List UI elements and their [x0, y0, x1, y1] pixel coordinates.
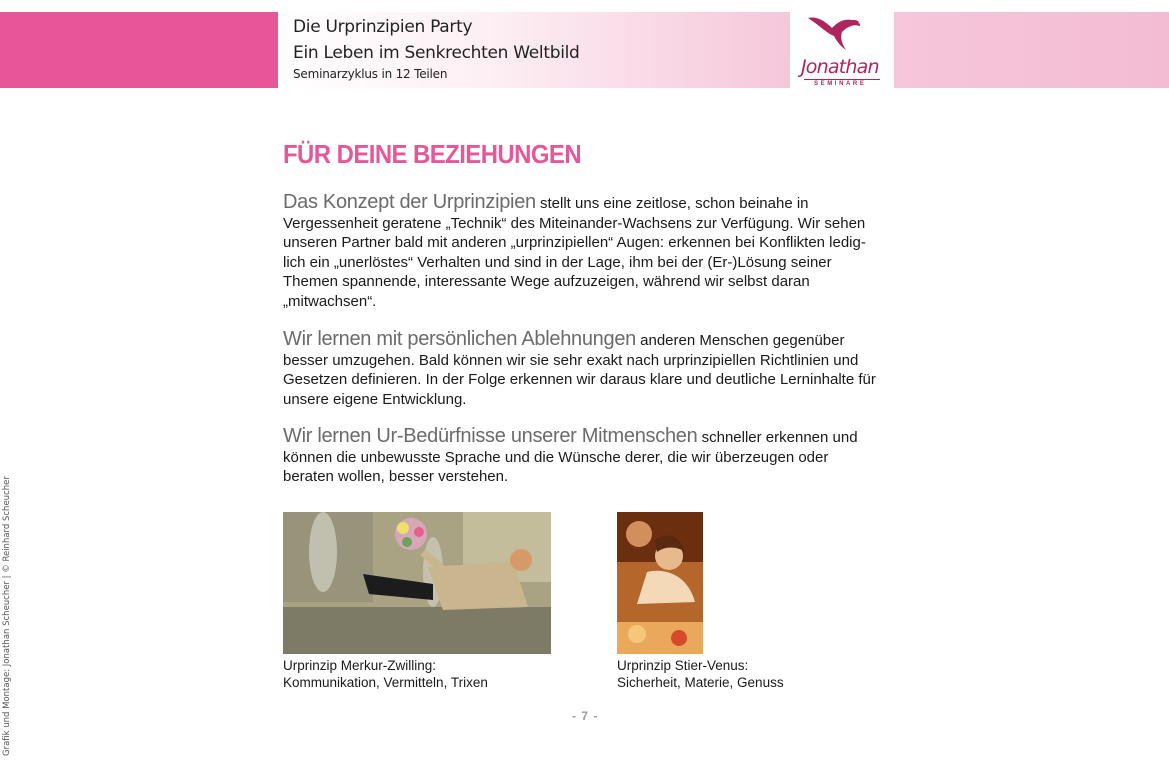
caption-stier-venus [617, 657, 784, 691]
logo-underline [804, 79, 880, 80]
photo-couple-illustration [617, 512, 703, 654]
caption-line1: Urprinzip Stier-Venus: [617, 658, 749, 673]
header-band-right [894, 12, 1169, 88]
photo-stier-venus [617, 512, 703, 654]
paragraph-lead: Das Konzept der Urprinzipien [283, 191, 536, 213]
paragraph-lead: Wir lernen Ur-Bedürfnisse unserer Mitmenschen [283, 425, 698, 447]
caption-line2: Kommunikation, Vermitteln, Trixen [283, 675, 488, 690]
caption-merkur-zwilling [283, 657, 488, 691]
paragraph-concept [283, 193, 883, 312]
photo-leaping-man-illustration [283, 512, 551, 654]
header-subtitle: Seminarzyklus in 12 Teilen [293, 67, 448, 81]
paragraph-text: anderen Menschen gegenüber besser umzugehen. Bald können wir sie sehr exakt nach urprinzipiellen Richtlinien und Gesetzen definieren. In der Folge erkennen wir daraus klare und deutliche Lerninhalte für unsere eigene Entwicklung. [283, 332, 876, 408]
caption-line2: Sicherheit, Materie, Genuss [617, 675, 784, 690]
paragraph-text: schneller erkennen und können die unbewusste Sprache und die Wünsche derer, die wir überzeugen oder beraten wollen, besser verstehen. [283, 429, 858, 486]
page-number: - 7 - [572, 709, 599, 723]
section-heading: FÜR DEINE BEZIEHUNGEN [283, 139, 582, 169]
paragraph-lead: Wir lernen mit persönlichen Ablehnungen [283, 328, 636, 350]
vertical-credit: Grafik und Montage: Jonathan Scheucher | © Reinhard Scheucher [2, 476, 12, 756]
seagull-logo-icon [806, 12, 862, 52]
caption-line1: Urprinzip Merkur-Zwilling: [283, 658, 437, 673]
header-band-left [0, 12, 278, 88]
paragraph-text: stellt uns eine zeitlose, schon beinahe in Vergessenheit geratene „Technik“ des Miteinander-Wachsens zur Verfügung. Wir sehen unseren Partner bald mit anderen „urprinzipiellen“ Augen: erkennen bei Konflikten ledig-lich ein „unerlöstes“ Verhalten und sind in der Lage, ihm bei der (Er-)Lösung seiner Themen spannende, interessante Wege aufzuzeigen, während wir selbst daran „mitwachsen“. [283, 195, 866, 310]
paragraph-rejections [283, 330, 883, 409]
logo-wordmark: Jonathan [801, 56, 879, 78]
header-title-line1: Die Urprinzipien Party [293, 17, 473, 37]
header-title-line2: Ein Leben im Senkrechten Weltbild [293, 43, 580, 63]
paragraph-needs [283, 427, 883, 487]
photo-merkur-zwilling [283, 512, 551, 654]
logo-subtitle: SEMINARE [814, 81, 867, 87]
